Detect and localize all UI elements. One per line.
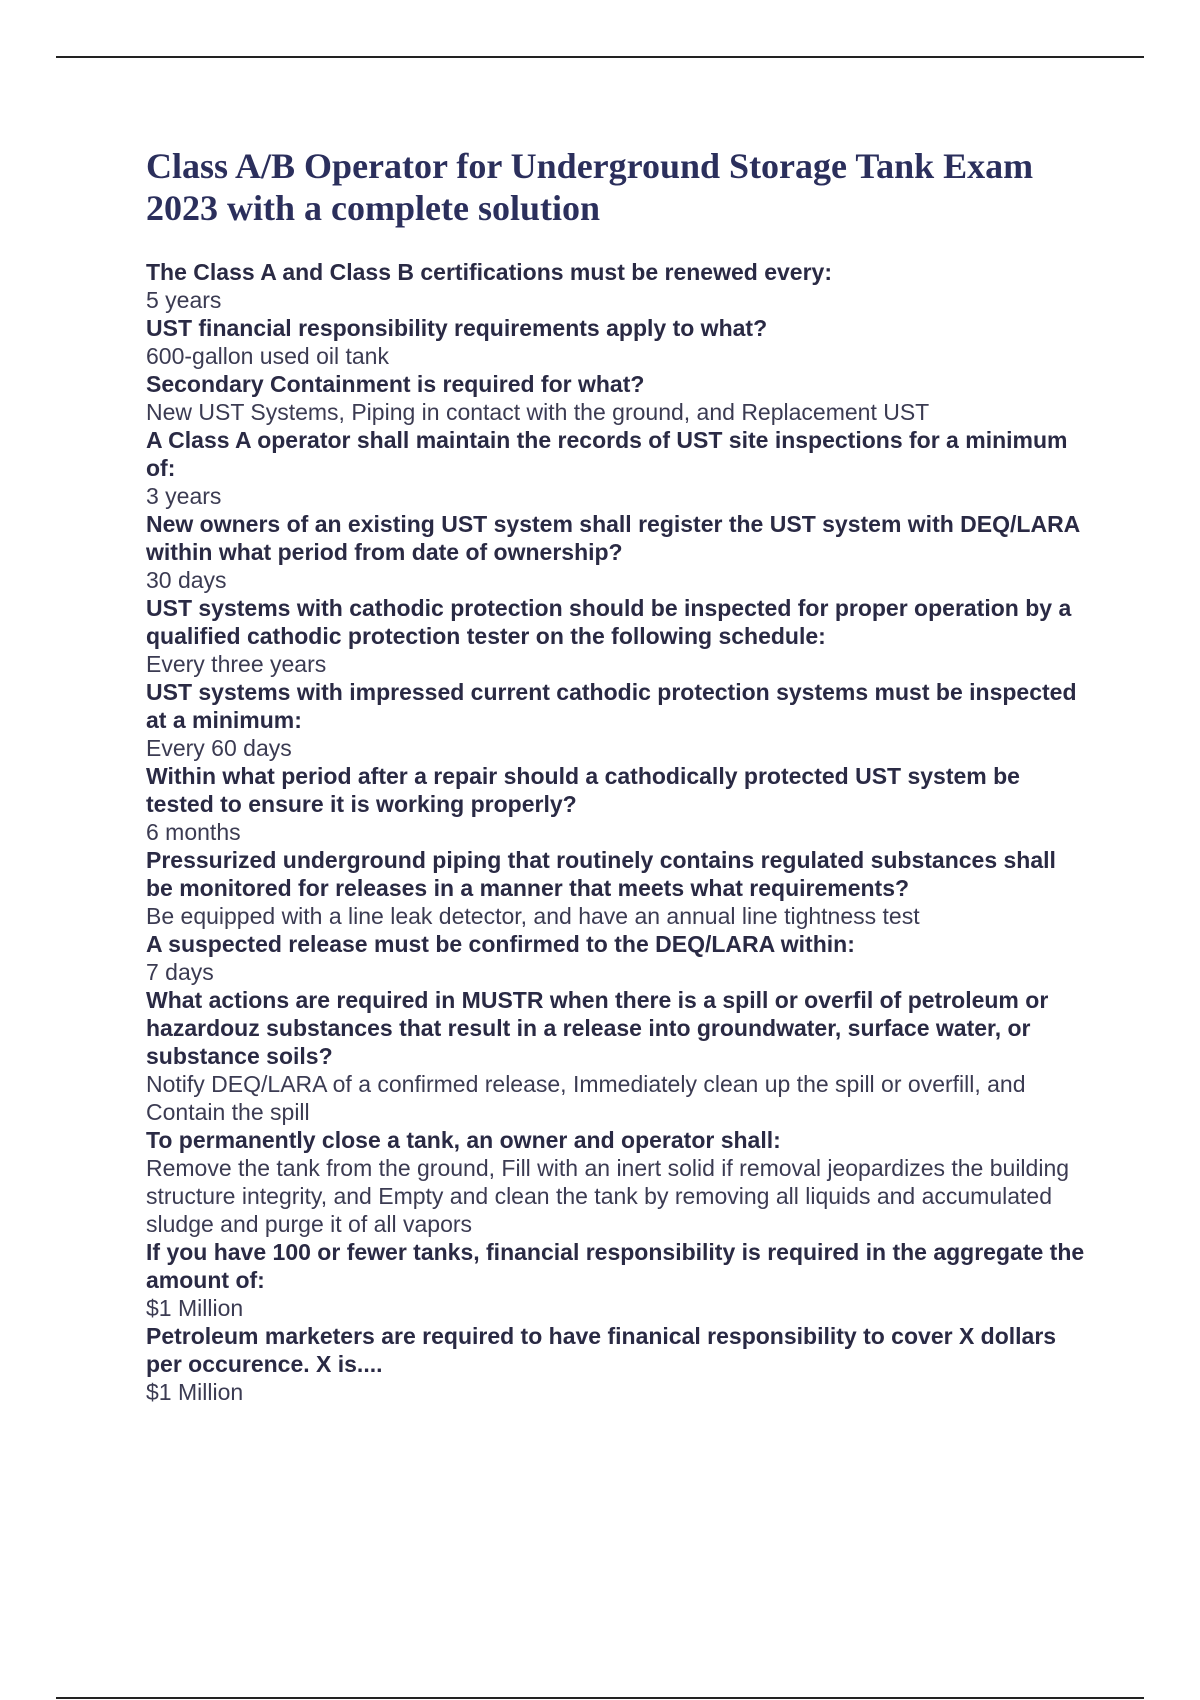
answer: Notify DEQ/LARA of a confirmed release, Immediately clean up the spill or overfill, and Contain the spill	[146, 1071, 1026, 1125]
answer: 7 days	[146, 959, 214, 985]
question: Pressurized underground piping that routinely contains regulated substances shall be monitored for releases in a manner that meets what requirements?	[146, 847, 1056, 901]
answer: Remove the tank from the ground, Fill with an inert solid if removal jeopardizes the building structure integrity, and Empty and clean the tank by removing all liquids and accumulated sludge and purge it of all vapors	[146, 1155, 1070, 1237]
document-title: Class A/B Operator for Underground Storage Tank Exam 2023 with a complete solution	[146, 146, 1034, 228]
answer: New UST Systems, Piping in contact with the ground, and Replacement UST	[146, 399, 930, 425]
answer: 30 days	[146, 567, 227, 593]
qa-item	[146, 762, 1086, 846]
top-divider	[56, 56, 1144, 58]
qa-item	[146, 510, 1086, 594]
answer: 600-gallon used oil tank	[146, 343, 389, 369]
question: UST systems with impressed current cathodic protection systems must be inspected at a minimum:	[146, 679, 1077, 733]
answer: 3 years	[146, 483, 222, 509]
qa-item	[146, 846, 1086, 930]
qa-item	[146, 986, 1086, 1126]
answer: $1 Million	[146, 1295, 244, 1321]
qa-item	[146, 1238, 1086, 1322]
qa-item	[146, 930, 1086, 986]
question: UST financial responsibility requirements apply to what?	[146, 315, 768, 341]
qa-item	[146, 426, 1086, 510]
question: Within what period after a repair should a cathodically protected UST system be tested to ensure it is working properly?	[146, 763, 1020, 817]
qa-item	[146, 314, 1086, 370]
question: New owners of an existing UST system shall register the UST system with DEQ/LARA within what period from date of ownership?	[146, 511, 1080, 565]
question: A Class A operator shall maintain the records of UST site inspections for a minimum of:	[146, 427, 1068, 481]
qa-list	[146, 258, 1086, 1406]
qa-item	[146, 678, 1086, 762]
answer: $1 Million	[146, 1379, 244, 1405]
question: What actions are required in MUSTR when there is a spill or overfil of petroleum or hazardouz substances that result in a release into groundwater, surface water, or substance soils?	[146, 987, 1049, 1069]
question: UST systems with cathodic protection should be inspected for proper operation by a qualified cathodic protection tester on the following schedule:	[146, 595, 1072, 649]
question: A suspected release must be confirmed to the DEQ/LARA within:	[146, 931, 855, 957]
answer: Every three years	[146, 651, 327, 677]
qa-item	[146, 370, 1086, 426]
question: Petroleum marketers are required to have finanical responsibility to cover X dollars per occurence. X is....	[146, 1323, 1057, 1377]
qa-item	[146, 1322, 1086, 1406]
bottom-divider	[56, 1697, 1144, 1699]
qa-item	[146, 258, 1086, 314]
question: To permanently close a tank, an owner and operator shall:	[146, 1127, 781, 1153]
qa-item	[146, 1126, 1086, 1238]
question: The Class A and Class B certifications must be renewed every:	[146, 259, 832, 285]
qa-item	[146, 594, 1086, 678]
answer: Be equipped with a line leak detector, and have an annual line tightness test	[146, 903, 920, 929]
answer: Every 60 days	[146, 735, 292, 761]
answer: 5 years	[146, 287, 222, 313]
question: If you have 100 or fewer tanks, financial responsibility is required in the aggregate the amount of:	[146, 1239, 1085, 1293]
question: Secondary Containment is required for what?	[146, 371, 645, 397]
answer: 6 months	[146, 819, 241, 845]
